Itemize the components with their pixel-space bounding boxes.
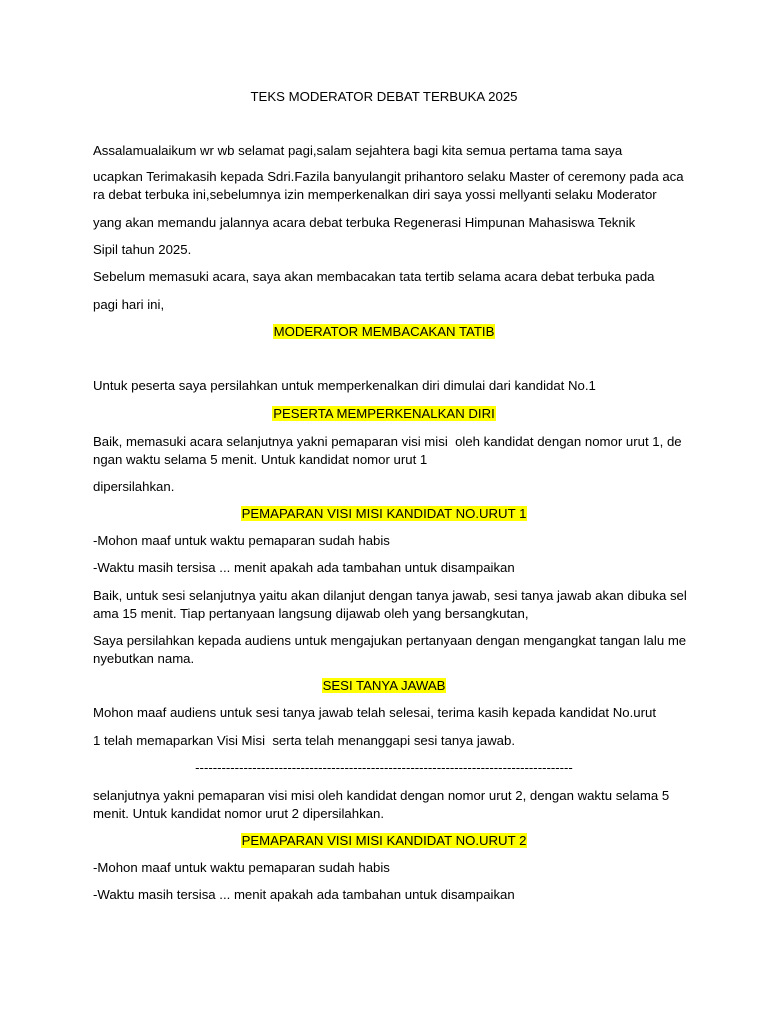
paragraph-line: Baik, untuk sesi selanjutnya yaitu akan dilanjut dengan tanya jawab, sesi tanya jawab akan dibuka sel [93,588,687,603]
paragraph-line: Mohon maaf audiens untuk sesi tanya jawab telah selesai, terima kasih kepada kandidat No.urut [93,705,656,720]
document-title: TEKS MODERATOR DEBAT TERBUKA 2025 [250,89,518,104]
paragraph-line: ama 15 menit. Tiap pertanyaan langsung dijawab oleh yang bersangkutan, [93,606,529,621]
paragraph-line: Assalamualaikum wr wb selamat pagi,salam sejahtera bagi kita semua pertama tama saya [93,143,623,158]
paragraph-line: Sebelum memasuki acara, saya akan membacakan tata tertib selama acara debat terbuka pada [93,269,655,284]
paragraph-line: selanjutnya yakni pemaparan visi misi oleh kandidat dengan nomor urut 2, dengan waktu selama 5 [93,788,670,803]
paragraph-line: -Mohon maaf untuk waktu pemaparan sudah habis [93,533,390,548]
paragraph-line: Untuk peserta saya persilahkan untuk memperkenalkan diri dimulai dari kandidat No.1 [93,378,596,393]
stage-direction-heading [0,405,768,423]
paragraph-line: pagi hari ini, [93,297,165,312]
highlighted-text: MODERATOR MEMBACAKAN TATIB [273,324,495,339]
paragraph-line: ngan waktu selama 5 menit. Untuk kandidat nomor urut 1 [93,452,428,467]
highlighted-text: PESERTA MEMPERKENALKAN DIRI [273,406,495,421]
paragraph-line: Sipil tahun 2025. [93,242,192,257]
paragraph-line: ra debat terbuka ini,sebelumnya izin memperkenalkan diri saya yossi mellyanti selaku Moderator [93,187,657,202]
paragraph-line: dipersilahkan. [93,479,175,494]
stage-direction-heading [0,677,768,695]
stage-direction-heading [0,832,768,850]
paragraph-line: ucapkan Terimakasih kepada Sdri.Fazila banyulangit prihantoro selaku Master of ceremony pada aca [93,169,684,184]
paragraph-line: yang akan memandu jalannya acara debat terbuka Regenerasi Himpunan Mahasiswa Teknik [93,215,636,230]
paragraph-line: -Waktu masih tersisa ... menit apakah ada tambahan untuk disampaikan [93,887,515,902]
stage-direction-heading [0,323,768,341]
paragraph-line: menit. Untuk kandidat nomor urut 2 dipersilahkan. [93,806,385,821]
highlighted-text: PEMAPARAN VISI MISI KANDIDAT NO.URUT 1 [241,506,527,521]
divider-line: -------------------------------------------------------------------------------------- [195,760,573,775]
highlighted-text: SESI TANYA JAWAB [322,678,446,693]
paragraph-line: nyebutkan nama. [93,651,195,666]
highlighted-text: PEMAPARAN VISI MISI KANDIDAT NO.URUT 2 [241,833,527,848]
paragraph-line: -Waktu masih tersisa ... menit apakah ada tambahan untuk disampaikan [93,560,515,575]
stage-direction-heading [0,505,768,523]
paragraph-line: -Mohon maaf untuk waktu pemaparan sudah habis [93,860,390,875]
paragraph-line: Baik, memasuki acara selanjutnya yakni pemaparan visi misi oleh kandidat dengan nomor urut 1, de [93,434,682,449]
paragraph-line: Saya persilahkan kepada audiens untuk mengajukan pertanyaan dengan mengangkat tangan lalu me [93,633,687,648]
paragraph-line: 1 telah memaparkan Visi Misi serta telah menanggapi sesi tanya jawab. [93,733,515,748]
